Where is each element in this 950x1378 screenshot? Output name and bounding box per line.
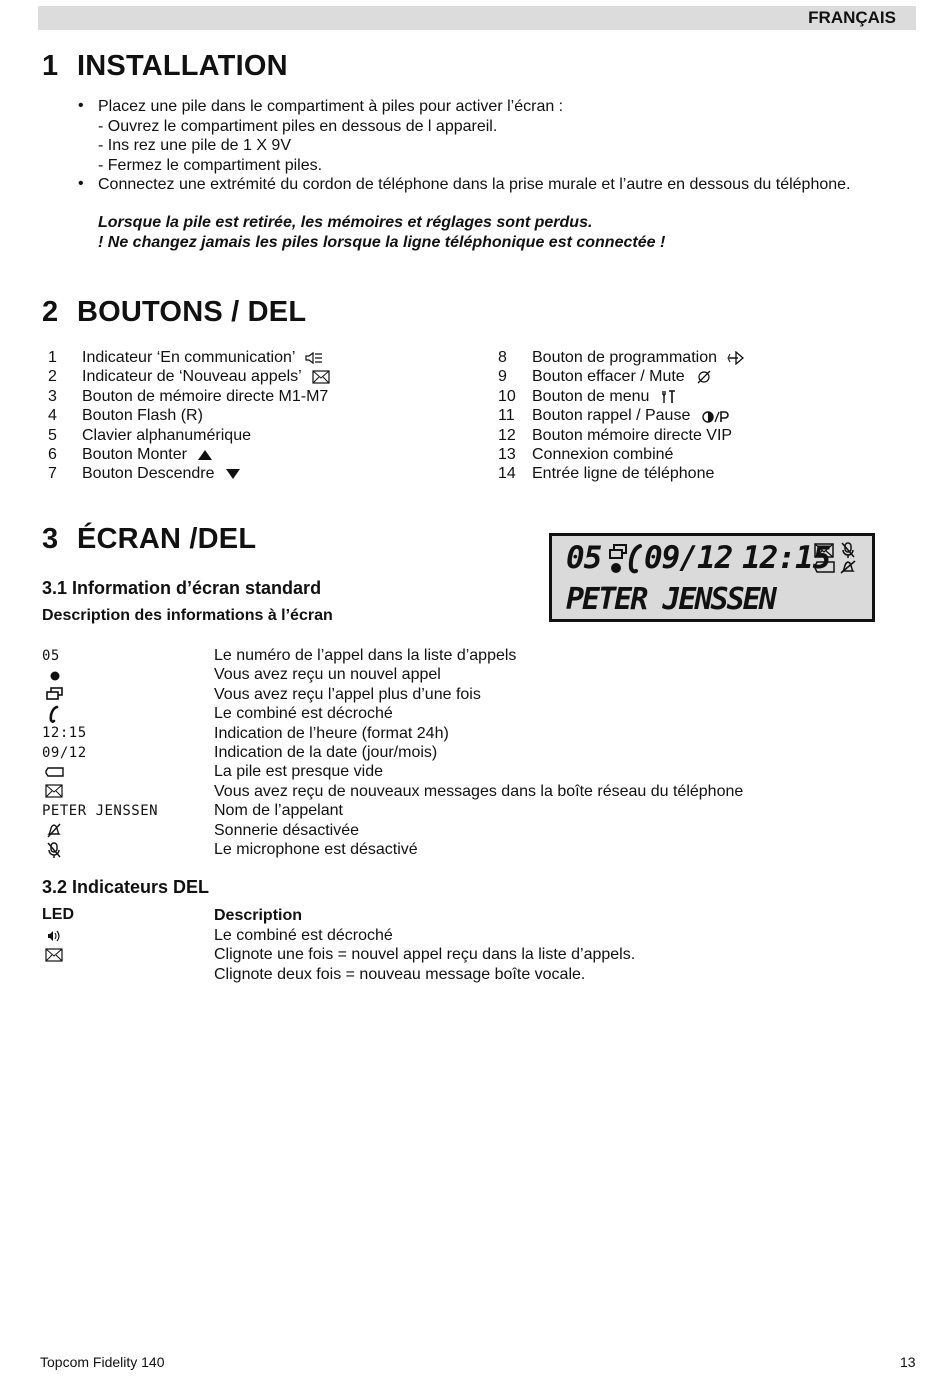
section-title: BOUTONS / DEL xyxy=(77,296,307,328)
symbol-message xyxy=(42,782,192,801)
item-description: Indication de l’heure (format 24h) xyxy=(214,724,449,742)
lcd-line-1 xyxy=(566,540,601,576)
button-item-7: 7 Bouton Descendre xyxy=(48,464,241,483)
item-description: Vous avez reçu l’appel plus d’une fois xyxy=(214,685,481,703)
speaker-icon xyxy=(305,351,323,365)
item-description: Nom de l’appelant xyxy=(214,802,343,820)
button-item-11: 11 Bouton rappel / Pause xyxy=(498,406,731,425)
button-item-4: 4 Bouton Flash (R) xyxy=(48,407,203,425)
triangle-down-icon xyxy=(225,468,241,480)
section-number: 2 xyxy=(42,296,59,328)
item-description: Le microphone est désactivé xyxy=(214,841,418,858)
section-number: 3 xyxy=(42,523,59,555)
button-item-2: 2 Indicateur de ‘Nouveau appels’ xyxy=(48,367,330,386)
lcd-dot-icon xyxy=(610,562,622,574)
install-step-2: - Ins rez une pile de 1 X 9V xyxy=(98,137,291,154)
symbol-call-number: 05 xyxy=(42,647,60,664)
section-number: 1 xyxy=(42,50,59,82)
symbol-ringer-off xyxy=(42,821,192,840)
button-item-14: 14 Entrée ligne de téléphone xyxy=(498,465,715,483)
item-description: Sonnerie désactivée xyxy=(214,821,359,839)
envelope-icon xyxy=(42,784,64,798)
button-item-8: 8 Bouton de programmation xyxy=(498,348,747,367)
lcd-bell-off-icon xyxy=(839,559,857,575)
speaker-led-icon xyxy=(42,929,64,943)
section-title: INSTALLATION xyxy=(77,50,288,82)
item-description: Vous avez reçu un nouvel appel xyxy=(214,666,441,684)
lcd-handset-icon xyxy=(624,543,644,575)
bell-off-icon xyxy=(42,822,64,838)
language-bar xyxy=(38,6,916,30)
dot-icon xyxy=(42,668,62,682)
envelope-icon xyxy=(312,370,330,384)
lcd-battery-icon xyxy=(814,561,836,573)
symbol-mic-off xyxy=(42,840,192,859)
led-description: Le combiné est décroché xyxy=(214,927,393,944)
lcd-caller-name: PETER JENSSEN xyxy=(566,582,775,617)
lcd-display xyxy=(549,533,875,622)
mic-off-icon xyxy=(42,841,64,859)
symbol-handset xyxy=(42,704,192,723)
triangle-up-icon xyxy=(197,449,213,461)
symbol-repeat-call xyxy=(42,685,192,704)
bullet-icon: • xyxy=(78,175,84,192)
page-number: 13 xyxy=(900,1354,916,1370)
item-description: Le combiné est décroché xyxy=(214,705,393,723)
button-item-3: 3 Bouton de mémoire directe M1-M7 xyxy=(48,387,329,405)
led-description: Clignote une fois = nouvel appel reçu dans la liste d’appels. xyxy=(214,946,636,964)
install-step-1: - Ouvrez le compartiment piles en dessous de l appareil. xyxy=(98,117,498,135)
warning-text-1: Lorsque la pile est retirée, les mémoires et réglages sont perdus. xyxy=(98,214,593,231)
mute-icon xyxy=(695,370,713,384)
button-item-5: 5 Clavier alphanumérique xyxy=(48,426,251,444)
button-item-12: 12 Bouton mémoire directe VIP xyxy=(498,426,733,444)
envelope-icon xyxy=(42,948,64,962)
subsection-3-2-title: 3.2 Indicateurs DEL xyxy=(42,877,210,897)
symbol-new-call xyxy=(42,665,192,684)
battery-icon xyxy=(42,766,66,778)
item-description: La pile est presque vide xyxy=(214,763,383,781)
symbol-caller-name: PETER JENSSEN xyxy=(42,802,159,819)
program-icon xyxy=(727,351,747,365)
install-bullet-2: Connectez une extrémité du cordon de téléphone dans la prise murale et l’autre en dessous du téléphone. xyxy=(98,176,851,193)
warning-text-2: ! Ne changez jamais les piles lorsque la ligne téléphonique est connectée ! xyxy=(98,233,666,251)
item-description: Vous avez reçu de nouveaux messages dans la boîte réseau du téléphone xyxy=(214,782,744,800)
lcd-time: 12:15 xyxy=(742,540,831,576)
button-item-13: 13 Connexion combiné xyxy=(498,446,674,463)
button-item-6: 6 Bouton Monter xyxy=(48,445,213,464)
lcd-call-number: 05 xyxy=(566,540,602,576)
repeat-call-icon xyxy=(42,687,64,701)
subsection-3-1-description: Description des informations à l’écran xyxy=(42,607,333,624)
led-column-header: LED xyxy=(42,906,74,923)
item-description: Le numéro de l’appel dans la liste d’appels xyxy=(214,647,517,664)
led-symbol-envelope xyxy=(42,945,192,964)
button-item-10: 10 Bouton de menu xyxy=(498,387,676,406)
symbol-battery xyxy=(42,762,192,781)
subsection-3-1-title: 3.1 Information d’écran standard xyxy=(42,578,322,598)
button-item-1: 1 Indicateur ‘En communication’ xyxy=(48,348,323,367)
lcd-envelope-icon xyxy=(814,543,834,559)
redial-pause-icon xyxy=(701,409,731,423)
section-title: ÉCRAN /DEL xyxy=(77,523,257,555)
led-symbol-speaker xyxy=(42,926,192,945)
handset-icon xyxy=(42,705,62,723)
footer-product: Topcom Fidelity 140 xyxy=(40,1354,165,1370)
symbol-time: 12:15 xyxy=(42,725,87,742)
symbol-date: 09/12 xyxy=(42,744,87,761)
lcd-mic-off-icon xyxy=(839,541,857,559)
section-3-heading xyxy=(42,523,256,556)
item-description: Indication de la date (jour/mois) xyxy=(214,744,438,761)
section-1-heading xyxy=(42,50,288,83)
install-step-3: - Fermez le compartiment piles. xyxy=(98,156,323,174)
install-bullet-1: Placez une pile dans le compartiment à piles pour activer l’écran : xyxy=(98,98,564,115)
button-item-9: 9 Bouton effacer / Mute xyxy=(498,367,713,386)
description-column-header: Description xyxy=(214,907,303,924)
section-2-heading xyxy=(42,296,306,329)
bullet-icon: • xyxy=(78,97,84,114)
lcd-date: 09/12 xyxy=(644,540,733,576)
language-label: FRANÇAIS xyxy=(808,8,896,27)
led-description: Clignote deux fois = nouveau message boîte vocale. xyxy=(214,965,586,983)
menu-icon xyxy=(660,390,676,404)
